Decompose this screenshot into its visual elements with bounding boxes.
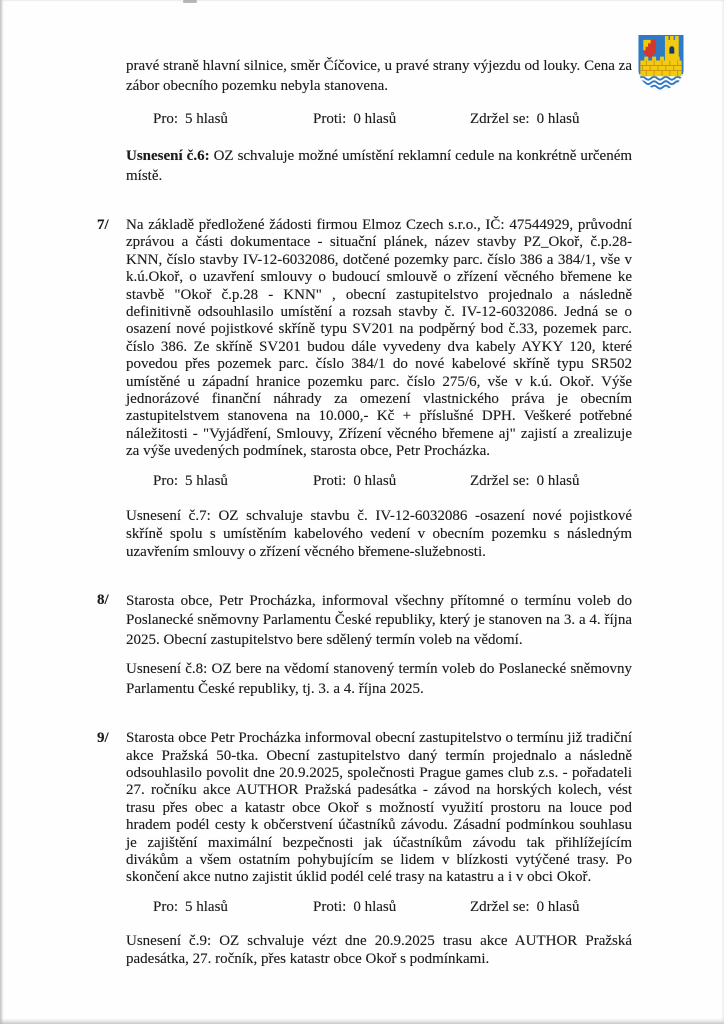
scan-artifact	[183, 0, 197, 3]
vote-zdrzel-value: 0 hlasů	[536, 111, 580, 127]
agenda-item-8-paragraph: Starosta obce, Petr Procházka, informoval všechny přítomné o termínu voleb do Poslanecké sněmovny Parlamentu České republiky, který je stanoven na 3. a 4. října 2025. Obecní zastupitelstvo bere sdělený termín voleb na vědomí.	[126, 592, 632, 648]
resolution-8-label: Usnesení č.8:	[126, 661, 208, 678]
vote-pro-label: Pro:	[153, 111, 179, 127]
vote-proti-value: 0 hlasů	[353, 111, 397, 127]
agenda-item-9	[97, 730, 632, 887]
document-body	[97, 56, 633, 968]
resolution-9	[126, 932, 632, 968]
vote-zdrzel-label: Zdržel se:	[470, 472, 530, 489]
resolution-6-label: Usnesení č.6:	[126, 148, 210, 164]
agenda-item-9-paragraph: Starosta obce Petr Procházka informoval obecní zastupitelstvo o termínu již tradiční akce Pražská 50-tka. Obecní zastupitelstvo daný termín projednalo a následně odsouhlasilo povolit dne 20.9.2025, společnosti Prague games club z.s. - pořadateli 27. ročníku akce AUTHOR Pražská padesátka - závod na horských kolech, vést trasu přes obec a katastr obce Okoř s možností využití prostoru na louce pod hradem podél cesty k občerstvení účastníků závodu. Zásadní podmínkou souhlasu je zajištění maximální bezpečnosti jak účastníkům závodu tak přihlížejícím divákům a všem ostatním pohybujícím se lidem v blízkosti vytýčené trasy. Po skončení akce nutno zajistit úklid podél celé trasy na katastru a i v obci Okoř.	[126, 730, 632, 886]
intro-paragraph: pravé straně hlavní silnice, směr Číčovice, u pravé strany výjezdu od louky. Cena za zábor obecního pozemku nebyla stanovena.	[126, 58, 632, 94]
vote-zdrzel-value: 0 hlasů	[536, 472, 580, 489]
vote-pro-label: Pro:	[153, 898, 179, 915]
vote-zdrzel-label: Zdržel se:	[470, 898, 530, 915]
resolution-7	[126, 507, 632, 561]
vote-proti-value: 0 hlasů	[353, 898, 397, 915]
resolution-8	[126, 660, 632, 699]
agenda-item-8	[97, 591, 632, 651]
agenda-item-8-number: 8/	[97, 591, 109, 608]
agenda-item-7-paragraph: Na základě předložené žádosti firmou Elmoz Czech s.r.o., IČ: 47544929, průvodní zprávou a části dokumentace - situační plánek, název stavby PZ_Okoř, č.p.28-KNN, číslo stavby IV-12-6032086, dotčené pozemky parc. číslo 386 a 384/1, vše v k.ú.Okoř, o uzavření smlouvy o budoucí smlouvě o zřízení věcného břemene ke stavbě "Okoř č.p.28 - KNN" , obecní zastupitelstvo projednalo a následně definitivně odsouhlasilo umístění a rozsah stavby č. IV-12-6032086. Jedná se o osazení nové pojistkové skříně typu SV201 na podpěrný bod č.33, pozemek parc. číslo 386. Ze skříně SV201 budou dále vyvedeny dva kabely AYKY 120, které povedou přes pozemek parc. číslo 384/1 do nové kabelové skříně typu SR502 umístěné u západní hranice pozemku parc. číslo 275/6, vše v k.ú. Okoř. Výše jednorázové finanční náhrady za omezení vlastnického práva je obecním zastupitelstvem stanovena na 10.000,- Kč + příslušné DPH. Veškeré potřebné náležitosti - "Vyjádření, Smlouvy, Zřízení věcného břemene aj" zajistí a zrealizuje za výše uvedených podmínek, starosta obce, Petr Procházka.	[126, 217, 632, 460]
vote-zdrzel-label: Zdržel se:	[470, 111, 530, 127]
agenda-item-7	[97, 217, 632, 461]
vote-proti-label: Proti:	[313, 111, 347, 127]
municipal-coat-of-arms-icon	[636, 33, 686, 92]
resolution-9-text: OZ schvaluje vézt dne 20.9.2025 trasu akce AUTHOR Pražská padesátka, 27. ročník, přes katastr obce Okoř s podmínkami.	[126, 932, 632, 967]
resolution-9-label: Usnesení č.9:	[126, 932, 212, 949]
agenda-item-9-number: 9/	[97, 730, 109, 747]
resolution-7-label: Usnesení č.7:	[126, 507, 211, 524]
resolution-8-text: OZ bere na vědomí stanovený termín voleb do Poslanecké sněmovny Parlamentu České republiky, tj. 3. a 4. října 2025.	[126, 661, 632, 697]
vote-pro-value: 5 hlasů	[185, 111, 228, 127]
vote-pro-value: 5 hlasů	[185, 472, 228, 489]
resolution-6-text: OZ schvaluje možné umístění reklamní cedule na konkrétně určeném místě.	[126, 148, 633, 184]
vote-row	[126, 473, 632, 493]
vote-proti-label: Proti:	[313, 472, 347, 489]
resolution-7-text: OZ schvaluje stavbu č. IV-12-6032086 -osazení nové pojistkové skříně spolu s umístěním kabelového vedení v obecním pozemku s následným uzavřením smlouvy o zřízení věcného břemene-služebnosti.	[126, 507, 632, 560]
vote-proti-value: 0 hlasů	[353, 472, 397, 489]
vote-zdrzel-value: 0 hlasů	[536, 898, 580, 915]
vote-pro-label: Pro:	[153, 472, 179, 489]
vote-row	[126, 111, 632, 131]
agenda-item-7-number: 7/	[97, 217, 109, 233]
vote-proti-label: Proti:	[313, 898, 347, 915]
resolution-6	[126, 147, 632, 186]
vote-pro-value: 5 hlasů	[185, 898, 228, 915]
vote-row	[126, 899, 632, 919]
